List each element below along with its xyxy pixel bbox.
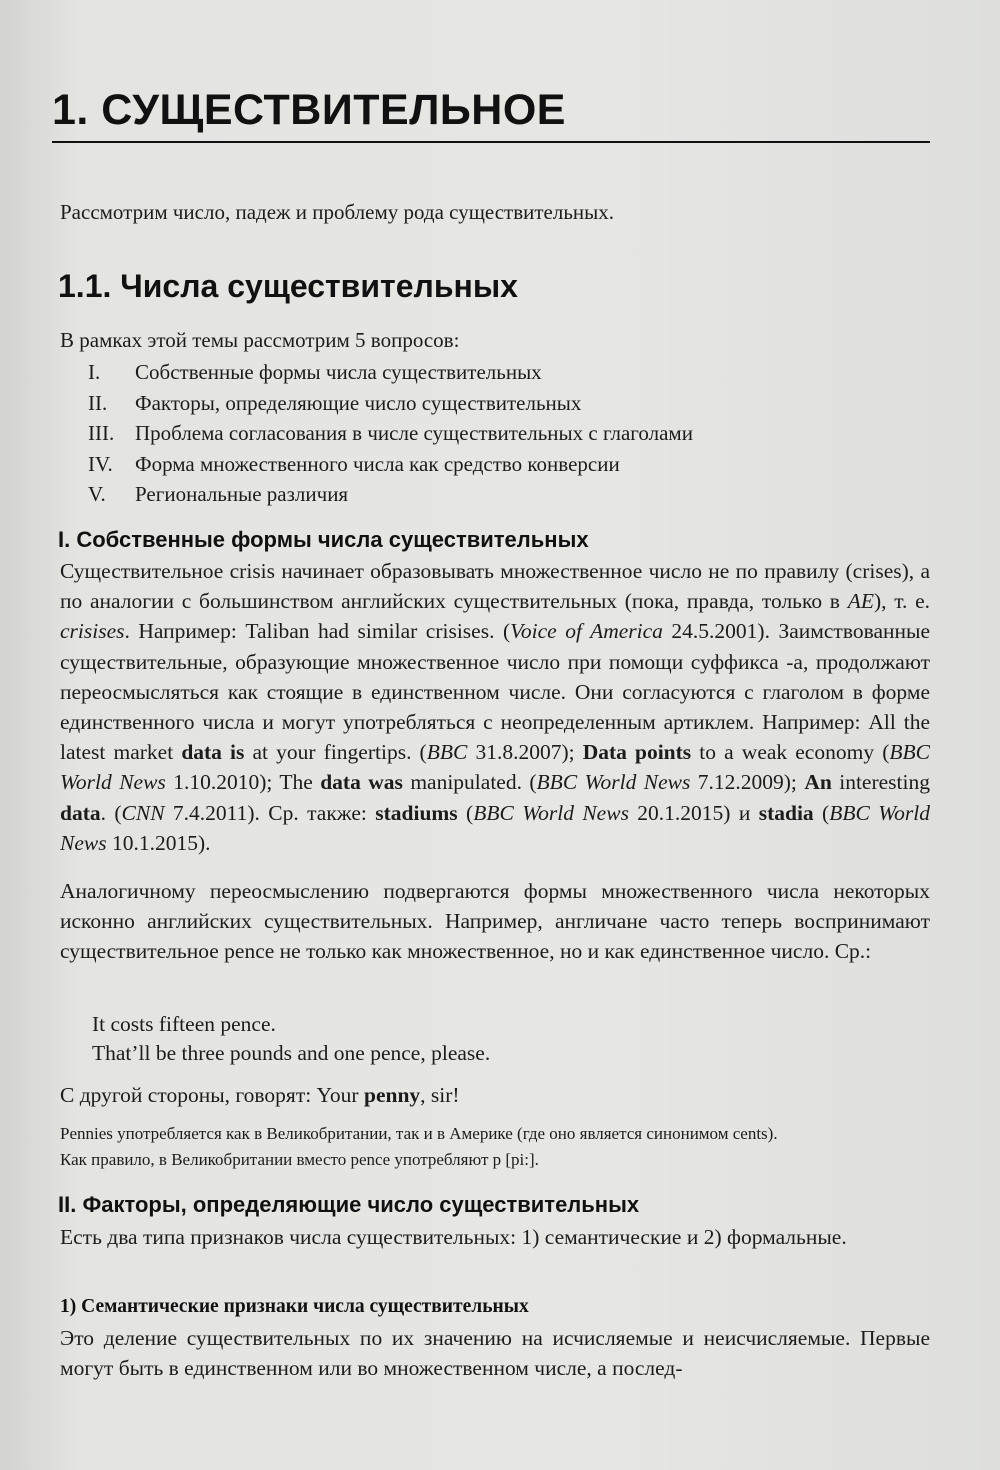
list-item [88, 418, 693, 449]
part1-paragraph-1: Существительное crisis начинает образовывать множественное число не по правилу (crises), а по аналогии с большинством английских существительных (пока, правда, только в AE), т. е. crisises. Например: Taliban had similar crisises. (Voice of America 24.5.2001). Заимствованные существительные, образующие множественное число при помощи суффикса -a, продолжают переосмысляться как стоящие в единственном числе. Они согласуются с глаголом в форме единственного числа и могут употребляться с неопределенным артиклем. Например: All the latest market data is at your fingertips. (BBC 31.8.2007); Data points to a weak economy (BBC World News 1.10.2010); The data was manipulated. (BBC World News 7.12.2009); An interesting data. (CNN 7.4.2011). Ср. также: stadiums (BBC World News 20.1.2015) и stadia (BBC World News 10.1.2015). [60, 559, 930, 855]
note-line-2: Как правило, в Великобритании вместо pence употребляют p [pi:]. [60, 1150, 539, 1169]
question-list [88, 357, 693, 510]
list-item-number: IV. [88, 451, 113, 476]
list-item [88, 449, 693, 480]
part2-subheading: 1) Семантические признаки числа существительных [60, 1296, 529, 1317]
chapter-title: 1. СУЩЕСТВИТЕЛЬНОЕ [52, 86, 566, 134]
chapter-title-rule [52, 141, 930, 143]
part1-paragraph-2: Аналогичному переосмыслению подвергаются формы множественного числа некоторых исконно английских существительных. Например, англичане часто теперь воспринимают существительное pence не только как множественное, но и как единственное число. Ср.: [60, 879, 930, 964]
list-item [88, 388, 693, 419]
list-item-number: II. [88, 390, 108, 415]
part1-paragraph-3: С другой стороны, говорят: Your penny, sir! [60, 1083, 460, 1107]
lead-text: В рамках этой темы рассмотрим 5 вопросов: [60, 328, 460, 352]
list-item-text: Проблема согласования в числе существительных с глаголами [135, 421, 693, 445]
list-item [88, 357, 693, 388]
note-line-1: Pennies употребляется как в Великобритании, так и в Америке (где оно является синонимом cents). [60, 1124, 778, 1143]
section-title: 1.1. Числа существительных [58, 268, 518, 304]
list-item-text: Форма множественного числа как средство конверсии [135, 451, 620, 476]
intro-text: Рассмотрим число, падеж и проблему рода существительных. [60, 200, 615, 224]
example-line-2: That’ll be three pounds and one pence, please. [92, 1041, 491, 1065]
list-item-number: III. [88, 421, 115, 445]
list-item [88, 479, 693, 510]
part2-heading: II. Факторы, определяющие число существительных [58, 1192, 640, 1217]
list-item-number: I. [88, 360, 101, 384]
part2-paragraph-1: Есть два типа признаков числа существительных: 1) семантические и 2) формальные. [60, 1225, 847, 1249]
list-item-text: Собственные формы числа существительных [135, 360, 542, 384]
part1-heading: I. Собственные формы числа существительных [58, 527, 589, 552]
part2-paragraph-2: Это деление существительных по их значению на исчисляемые и неисчисляемые. Первые могут быть в единственном или во множественном числе, а послед- [60, 1326, 930, 1381]
example-line-1: It costs fifteen pence. [92, 1012, 276, 1036]
list-item-text: Факторы, определяющие число существительных [135, 390, 582, 415]
list-item-text: Региональные различия [135, 482, 349, 506]
list-item-number: V. [88, 482, 106, 506]
